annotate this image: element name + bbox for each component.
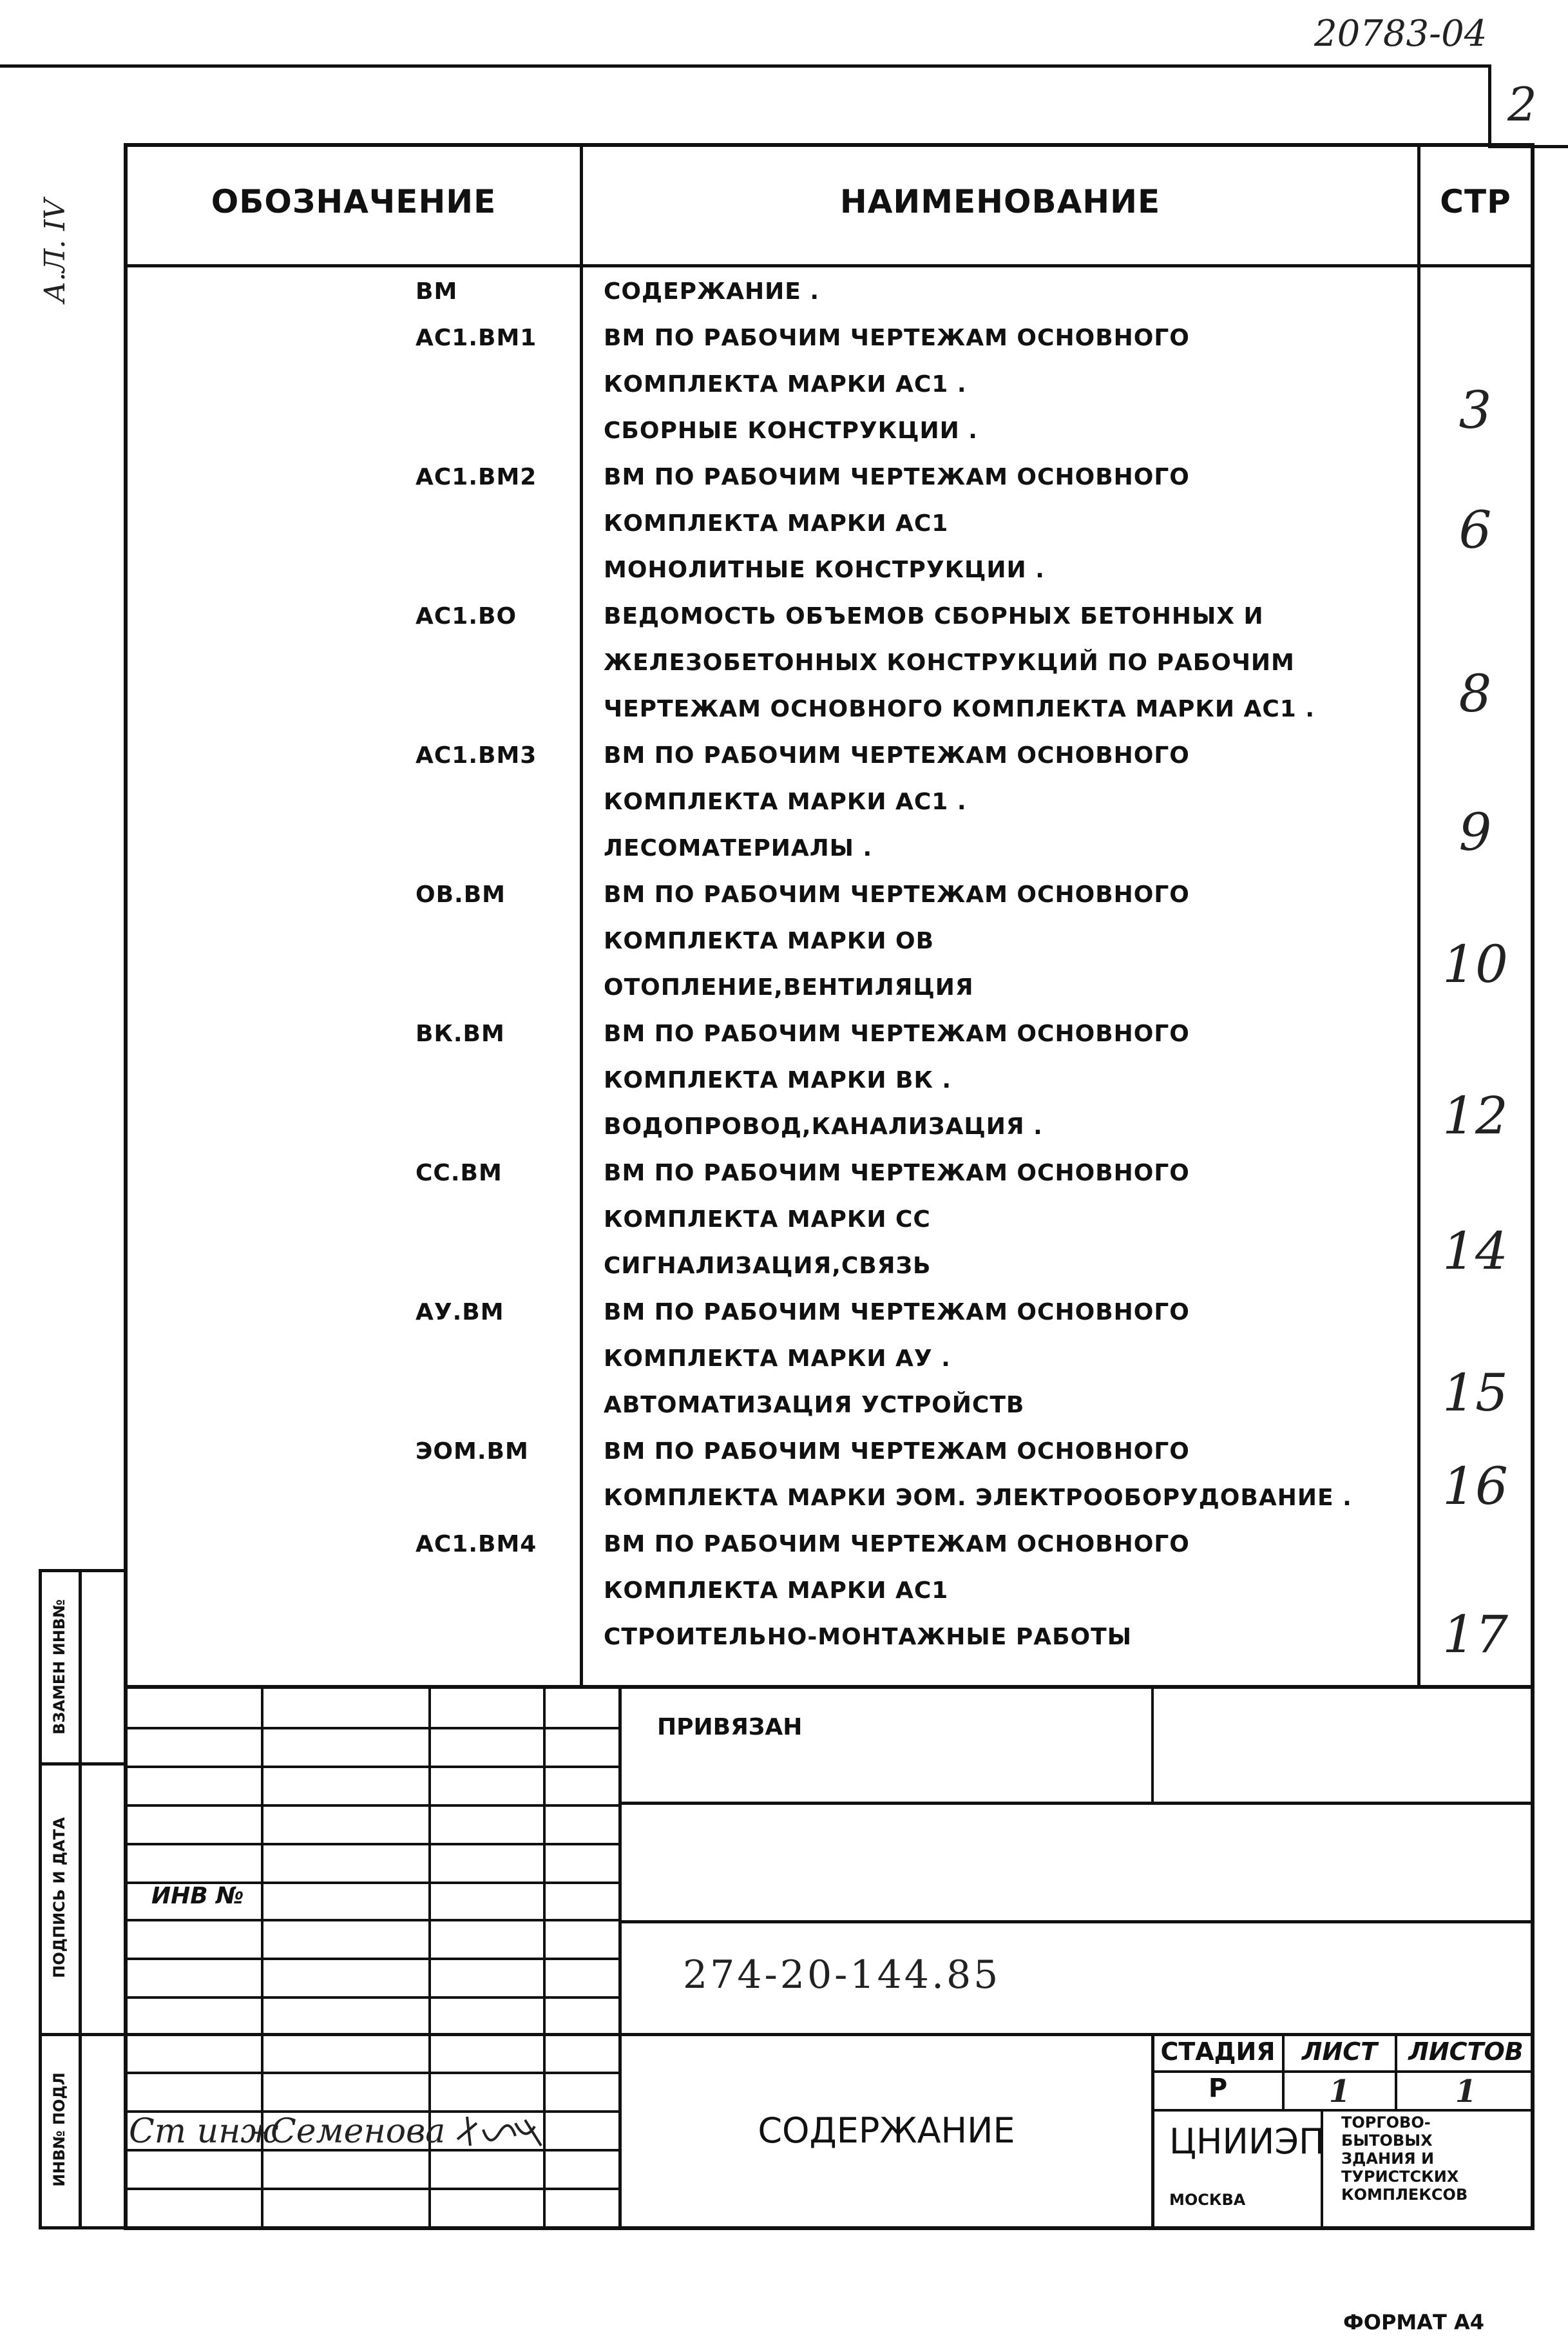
entry-code: АУ.ВМ (416, 1299, 504, 1325)
header-name: НАИМЕНОВАНИЕ (839, 183, 1161, 220)
stage-value: Р (1208, 2074, 1228, 2103)
doc-number: 20783-04 (1314, 13, 1487, 55)
entry-line: АВТОМАТИЗАЦИЯ УСТРОЙСТВ (604, 1392, 1025, 1418)
entry-page: 17 (1442, 1604, 1508, 1664)
signer-role: Ст инж (129, 2112, 279, 2151)
entry-line: КОМПЛЕКТА МАРКИ ВК . (604, 1067, 952, 1093)
city: МОСКВА (1169, 2191, 1246, 2209)
entry-line: ВМ ПО РАБОЧИМ ЧЕРТЕЖАМ ОСНОВНОГО (604, 1299, 1190, 1325)
entry-code: АС1.ВМ3 (416, 742, 537, 769)
sheets-label: ЛИСТОВ (1408, 2037, 1524, 2066)
entry-page: 15 (1442, 1363, 1508, 1423)
header-designation: ОБОЗНАЧЕНИЕ (211, 183, 497, 220)
side-note: А.Л. IV (39, 198, 72, 303)
entry-line: ВМ ПО РАБОЧИМ ЧЕРТЕЖАМ ОСНОВНОГО (604, 742, 1190, 769)
entry-line: ВОДОПРОВОД,КАНАЛИЗАЦИЯ . (604, 1113, 1043, 1140)
signer-name: Семенова (271, 2112, 446, 2151)
header-page: СТР (1440, 183, 1511, 220)
entry-line: ВМ ПО РАБОЧИМ ЧЕРТЕЖАМ ОСНОВНОГО (604, 464, 1190, 490)
entry-code: ОВ.ВМ (416, 881, 506, 908)
entry-line: ВЕДОМОСТЬ ОБЪЕМОВ СБОРНЫХ БЕТОННЫХ И (604, 603, 1264, 630)
entry-code: АС1.ВМ1 (416, 325, 537, 351)
entry-code: АС1.ВО (416, 603, 517, 630)
entry-line: СОДЕРЖАНИЕ . (604, 278, 820, 305)
entry-code: ВК.ВМ (416, 1021, 505, 1047)
entry-line: ЧЕРТЕЖАМ ОСНОВНОГО КОМПЛЕКТА МАРКИ АС1 . (604, 696, 1315, 722)
entry-code: ВМ (416, 278, 458, 305)
entry-line: ОТОПЛЕНИЕ,ВЕНТИЛЯЦИЯ (604, 974, 974, 1001)
entry-line: ВМ ПО РАБОЧИМ ЧЕРТЕЖАМ ОСНОВНОГО (604, 1160, 1190, 1186)
entry-line: КОМПЛЕКТА МАРКИ СС (604, 1206, 931, 1233)
entry-line: КОМПЛЕКТА МАРКИ АС1 . (604, 789, 967, 815)
entry-line: СТРОИТЕЛЬНО-МОНТАЖНЫЕ РАБОТЫ (604, 1624, 1132, 1650)
entry-line: КОМПЛЕКТА МАРКИ АУ . (604, 1345, 951, 1372)
entry-line: ВМ ПО РАБОЧИМ ЧЕРТЕЖАМ ОСНОВНОГО (604, 1438, 1190, 1465)
entry-page: 12 (1442, 1086, 1508, 1146)
entry-code: СС.ВМ (416, 1160, 502, 1186)
entry-page: 3 (1458, 380, 1492, 440)
entry-line: ЖЕЛЕЗОБЕТОННЫХ КОНСТРУКЦИЙ ПО РАБОЧИМ (604, 650, 1295, 676)
signature-icon (451, 2110, 548, 2155)
stamp-sign-date: ПОДПИСЬ И ДАТА (50, 1817, 68, 1978)
sheet-number: 2 (1507, 77, 1537, 131)
entry-page: 10 (1442, 934, 1508, 994)
sheets-value: 1 (1455, 2074, 1477, 2110)
entry-line: КОМПЛЕКТА МАРКИ АС1 . (604, 371, 967, 398)
entry-page: 6 (1458, 500, 1492, 560)
entry-line: ВМ ПО РАБОЧИМ ЧЕРТЕЖАМ ОСНОВНОГО (604, 1021, 1190, 1047)
entry-line: ВМ ПО РАБОЧИМ ЧЕРТЕЖАМ ОСНОВНОГО (604, 325, 1190, 351)
entry-page: 14 (1442, 1221, 1508, 1281)
sheet-label: ЛИСТ (1301, 2037, 1378, 2066)
entry-line: МОНОЛИТНЫЕ КОНСТРУКЦИИ . (604, 557, 1045, 583)
attached-label: ПРИВЯЗАН (657, 1714, 803, 1740)
document-title: СОДЕРЖАНИЕ (758, 2110, 1015, 2151)
entry-line: ВМ ПО РАБОЧИМ ЧЕРТЕЖАМ ОСНОВНОГО (604, 1531, 1190, 1557)
format-label: ФОРМАТ А4 (1343, 2310, 1484, 2334)
project-code: 274-20-144.85 (683, 1952, 1001, 1997)
entry-code: ЭОМ.ВМ (416, 1438, 529, 1465)
stamp-replaced-inv: ВЗАМЕН ИНВ№ (50, 1599, 68, 1735)
entry-line: КОМПЛЕКТА МАРКИ АС1 (604, 1577, 949, 1604)
stage-label: СТАДИЯ (1160, 2037, 1276, 2066)
entry-page: 16 (1442, 1456, 1508, 1516)
sheet-value: 1 (1328, 2074, 1351, 2110)
inv-label: ИНВ № (151, 1883, 244, 1909)
entry-line: СИГНАЛИЗАЦИЯ,СВЯЗЬ (604, 1253, 932, 1279)
entry-page: 9 (1458, 802, 1492, 862)
entry-line: ВМ ПО РАБОЧИМ ЧЕРТЕЖАМ ОСНОВНОГО (604, 881, 1190, 908)
entry-code: АС1.ВМ4 (416, 1531, 537, 1557)
entry-code: АС1.ВМ2 (416, 464, 537, 490)
entry-line: КОМПЛЕКТА МАРКИ ОВ (604, 928, 935, 954)
entry-line: КОМПЛЕКТА МАРКИ АС1 (604, 510, 949, 537)
object-name: ТОРГОВО-БЫТОВЫХ ЗДАНИЯ И ТУРИСТСКИХ КОМПЛЕКСОВ (1341, 2113, 1468, 2204)
entry-line: СБОРНЫЕ КОНСТРУКЦИИ . (604, 418, 978, 444)
entry-line: КОМПЛЕКТА МАРКИ ЭОМ. ЭЛЕКТРООБОРУДОВАНИЕ . (604, 1485, 1352, 1511)
stamp-inv-orig: ИНВ№ ПОДЛ (50, 2072, 68, 2187)
organization: ЦНИИЭП (1169, 2121, 1325, 2162)
entry-page: 8 (1458, 664, 1492, 724)
entry-line: ЛЕСОМАТЕРИАЛЫ . (604, 835, 873, 861)
